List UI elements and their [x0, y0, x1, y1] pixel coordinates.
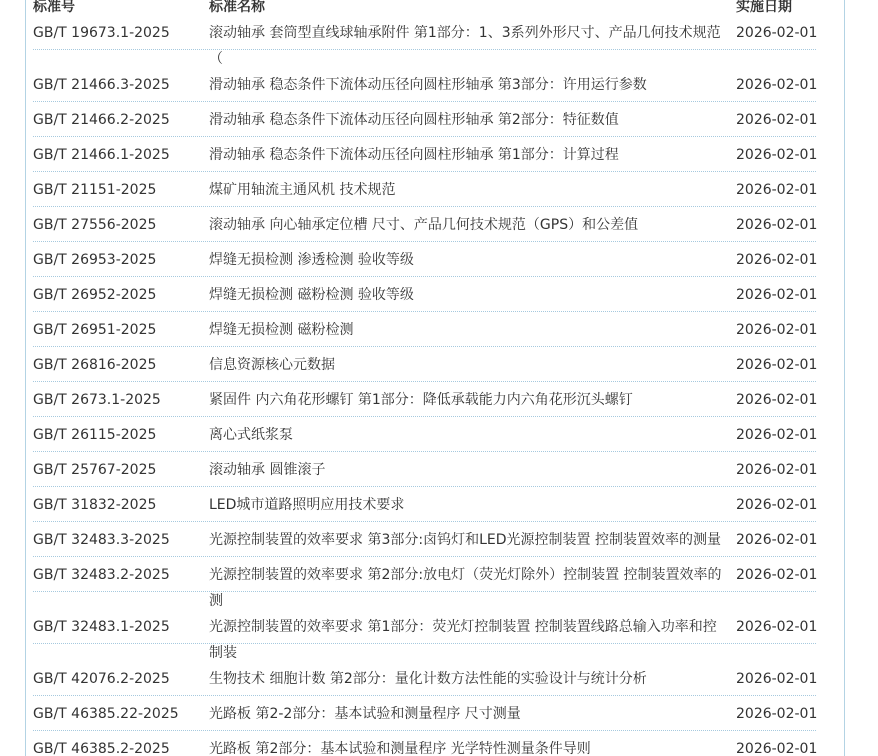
table-row [33, 68, 816, 103]
standard-name-line: 滚动轴承 套筒型直线球轴承附件 第1部分：1、3系列外形尺寸、产品几何技术规范 [209, 25, 721, 41]
row-separator [33, 241, 816, 242]
implementation-date: 2026-02-01 [736, 567, 818, 583]
standard-name-line: 光路板 第2部分：基本试验和测量程序 光学特性测量条件导则 [209, 741, 591, 756]
standard-number: GB/T 26816-2025 [33, 357, 157, 373]
standard-number: GB/T 26951-2025 [33, 322, 157, 338]
standard-name-line: 焊缝无损检测 磁粉检测 验收等级 [209, 287, 414, 303]
standard-name[interactable] [209, 736, 736, 756]
implementation-date: 2026-02-01 [736, 741, 818, 756]
column-header-implementation-date: 实施日期 [736, 0, 792, 15]
implementation-date: 2026-02-01 [736, 147, 818, 163]
implementation-date: 2026-02-01 [736, 427, 818, 443]
standard-number: GB/T 21466.2-2025 [33, 112, 170, 128]
implementation-date: 2026-02-01 [736, 357, 818, 373]
standard-number: GB/T 25767-2025 [33, 462, 157, 478]
table-row [33, 558, 816, 610]
standard-name-line: 滑动轴承 稳态条件下流体动压径向圆柱形轴承 第3部分：许用运行参数 [209, 77, 647, 93]
table-row [33, 453, 816, 488]
row-separator [33, 486, 816, 487]
standard-number: GB/T 31832-2025 [33, 497, 157, 513]
standard-number: GB/T 19673.1-2025 [33, 25, 170, 41]
row-separator [33, 206, 816, 207]
standard-name[interactable] [209, 562, 736, 610]
row-separator [33, 381, 816, 382]
table-row [33, 523, 816, 558]
row-separator [33, 101, 816, 102]
standard-name-line: （ [209, 51, 223, 67]
implementation-date: 2026-02-01 [736, 497, 818, 513]
row-separator [33, 49, 816, 50]
table-body [33, 16, 816, 756]
implementation-date: 2026-02-01 [736, 532, 818, 548]
table-row [33, 208, 816, 243]
column-header-standard-number: 标准号 [33, 0, 75, 15]
table-row [33, 138, 816, 173]
standard-name[interactable] [209, 282, 736, 313]
standard-name-line: 测 [209, 593, 223, 609]
standard-name-line: 信息资源核心元数据 [209, 357, 335, 373]
implementation-date: 2026-02-01 [736, 252, 818, 268]
implementation-date: 2026-02-01 [736, 671, 818, 687]
implementation-date: 2026-02-01 [736, 217, 818, 233]
standard-name[interactable] [209, 422, 736, 453]
standard-name-line: 制装 [209, 645, 237, 661]
table-row [33, 697, 816, 732]
standard-name[interactable] [209, 457, 736, 488]
standard-name[interactable] [209, 72, 736, 103]
implementation-date: 2026-02-01 [736, 287, 818, 303]
standard-number: GB/T 26115-2025 [33, 427, 157, 443]
standard-name-line: 焊缝无损检测 渗透检测 验收等级 [209, 252, 414, 268]
standard-number: GB/T 26953-2025 [33, 252, 157, 268]
row-separator [33, 643, 816, 644]
standard-name-line: 滚动轴承 向心轴承定位槽 尺寸、产品几何技术规范（GPS）和公差值 [209, 217, 639, 233]
implementation-date: 2026-02-01 [736, 25, 818, 41]
standard-name-line: 滑动轴承 稳态条件下流体动压径向圆柱形轴承 第1部分：计算过程 [209, 147, 619, 163]
standard-number: GB/T 27556-2025 [33, 217, 157, 233]
implementation-date: 2026-02-01 [736, 182, 818, 198]
row-separator [33, 695, 816, 696]
table-row [33, 383, 816, 418]
implementation-date: 2026-02-01 [736, 706, 818, 722]
standard-number: GB/T 32483.1-2025 [33, 619, 170, 635]
standard-number: GB/T 46385.22-2025 [33, 706, 179, 722]
table-row [33, 662, 816, 697]
table-row [33, 243, 816, 278]
standard-number: GB/T 2673.1-2025 [33, 392, 161, 408]
row-separator [33, 556, 816, 557]
row-separator [33, 416, 816, 417]
row-separator [33, 276, 816, 277]
standard-name[interactable] [209, 20, 736, 68]
standard-number: GB/T 32483.2-2025 [33, 567, 170, 583]
standard-number: GB/T 32483.3-2025 [33, 532, 170, 548]
standard-name[interactable] [209, 142, 736, 173]
standard-name[interactable] [209, 212, 736, 243]
implementation-date: 2026-02-01 [736, 77, 818, 93]
row-separator [33, 521, 816, 522]
standard-name[interactable] [209, 107, 736, 138]
table-row [33, 488, 816, 523]
row-separator [33, 346, 816, 347]
implementation-date: 2026-02-01 [736, 112, 818, 128]
standard-name[interactable] [209, 614, 736, 662]
standard-number: GB/T 26952-2025 [33, 287, 157, 303]
standard-name-line: 离心式纸浆泵 [209, 427, 293, 443]
standard-number: GB/T 21151-2025 [33, 182, 157, 198]
standard-name-line: 焊缝无损检测 磁粉检测 [209, 322, 354, 338]
row-separator [33, 451, 816, 452]
standard-name-line: 光源控制装置的效率要求 第3部分:卤钨灯和LED光源控制装置 控制装置效率的测量 [209, 532, 721, 548]
standard-name[interactable] [209, 247, 736, 278]
table-row [33, 732, 816, 756]
standard-name-line: 煤矿用轴流主通风机 技术规范 [209, 182, 396, 198]
standard-number: GB/T 46385.2-2025 [33, 741, 170, 756]
standard-name-line: 滚动轴承 圆锥滚子 [209, 462, 326, 478]
standard-name-line: 光路板 第2-2部分：基本试验和测量程序 尺寸测量 [209, 706, 521, 722]
table-row [33, 348, 816, 383]
standard-name-line: LED城市道路照明应用技术要求 [209, 497, 405, 513]
standard-name[interactable] [209, 387, 736, 418]
implementation-date: 2026-02-01 [736, 322, 818, 338]
standard-name-line: 生物技术 细胞计数 第2部分：量化计数方法性能的实验设计与统计分析 [209, 671, 647, 687]
column-header-standard-name: 标准名称 [209, 0, 265, 15]
standards-list-panel [25, 0, 845, 756]
table-row [33, 610, 816, 662]
standard-name[interactable] [209, 666, 736, 697]
row-separator [33, 136, 816, 137]
standard-number: GB/T 21466.1-2025 [33, 147, 170, 163]
standard-name-line: 滑动轴承 稳态条件下流体动压径向圆柱形轴承 第2部分：特征数值 [209, 112, 619, 128]
standard-name[interactable] [209, 352, 736, 383]
table-row [33, 313, 816, 348]
standard-name-line: 光源控制装置的效率要求 第2部分:放电灯（荧光灯除外）控制装置 控制装置效率的 [209, 567, 722, 583]
table-header [33, 0, 816, 16]
standard-name-line: 光源控制装置的效率要求 第1部分：荧光灯控制装置 控制装置线路总输入功率和控 [209, 619, 717, 635]
table-row [33, 16, 816, 68]
row-separator [33, 730, 816, 731]
standard-number: GB/T 21466.3-2025 [33, 77, 170, 93]
standard-name[interactable] [209, 492, 736, 523]
standard-name-line: 紧固件 内六角花形螺钉 第1部分：降低承载能力内六角花形沉头螺钉 [209, 392, 633, 408]
standard-name[interactable] [209, 701, 736, 732]
implementation-date: 2026-02-01 [736, 392, 818, 408]
standard-name[interactable] [209, 317, 736, 348]
implementation-date: 2026-02-01 [736, 619, 818, 635]
table-row [33, 418, 816, 453]
implementation-date: 2026-02-01 [736, 462, 818, 478]
table-row [33, 103, 816, 138]
table-row [33, 278, 816, 313]
standard-name[interactable] [209, 527, 736, 558]
table-row [33, 173, 816, 208]
standard-number: GB/T 42076.2-2025 [33, 671, 170, 687]
row-separator [33, 591, 816, 592]
row-separator [33, 171, 816, 172]
row-separator [33, 311, 816, 312]
standard-name[interactable] [209, 177, 736, 208]
